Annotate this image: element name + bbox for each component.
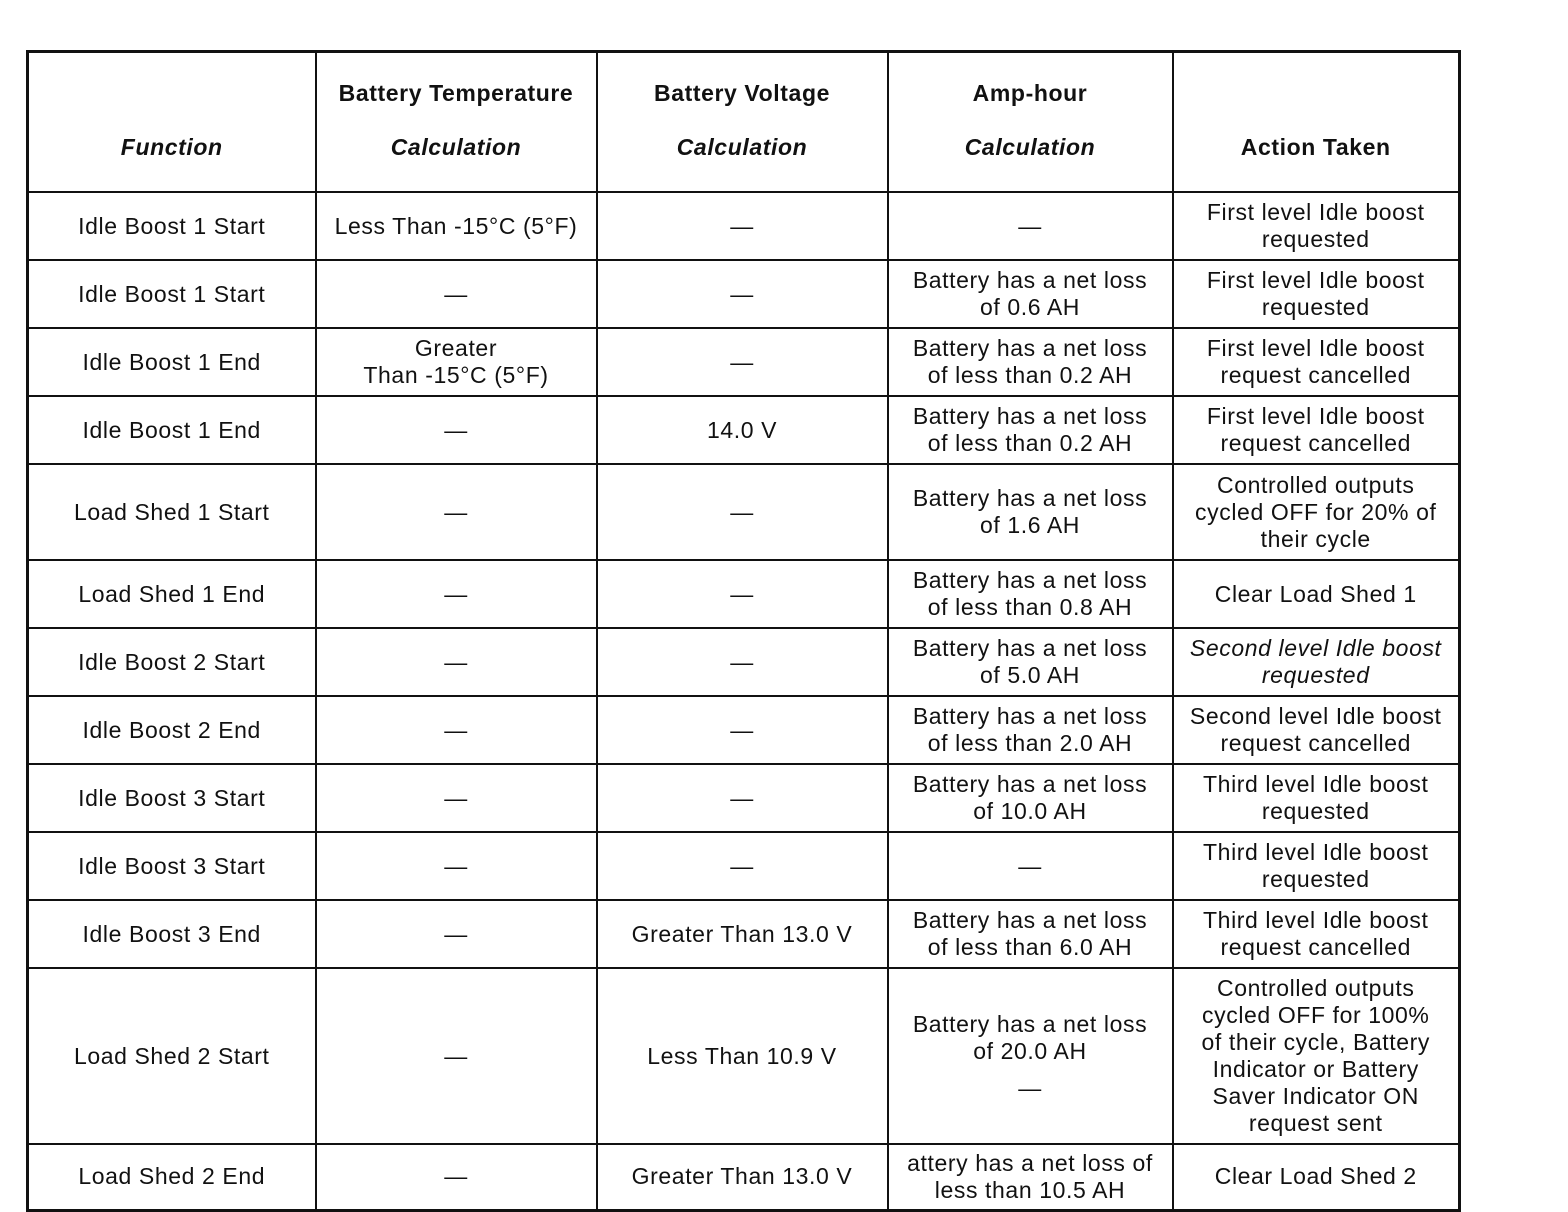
cell-temperature: — (316, 628, 597, 696)
table-body (28, 192, 1460, 1210)
cell-amp-hour (888, 968, 1173, 1144)
cell-voltage: — (597, 832, 888, 900)
cell-temperature: — (316, 464, 597, 560)
cell-function: Idle Boost 1 End (28, 328, 316, 396)
cell-action: First level Idle boost requested (1173, 192, 1460, 260)
header-line1: Amp-hour (972, 80, 1088, 106)
cell-function: Idle Boost 1 End (28, 396, 316, 464)
cell-function: Load Shed 1 Start (28, 464, 316, 560)
column-header-voltage (597, 52, 888, 193)
column-header-amp-hour (888, 52, 1173, 193)
cell-voltage: — (597, 260, 888, 328)
amp-hour-text: Battery has a net loss of 20.0 AH (912, 1010, 1148, 1064)
cell-voltage: — (597, 560, 888, 628)
table-row (28, 968, 1460, 1144)
cell-function: Load Shed 1 End (28, 560, 316, 628)
cell-amp-hour: Battery has a net loss of 10.0 AH (888, 764, 1173, 832)
cell-function: Load Shed 2 End (28, 1144, 316, 1210)
cell-action: Clear Load Shed 2 (1173, 1144, 1460, 1210)
table-row (28, 260, 1460, 328)
cell-amp-hour: Battery has a net loss of 5.0 AH (888, 628, 1173, 696)
cell-action: First level Idle boost request cancelled (1173, 328, 1460, 396)
cell-function: Idle Boost 2 End (28, 696, 316, 764)
cell-amp-hour: Battery has a net loss of 0.6 AH (888, 260, 1173, 328)
column-header-action (1173, 52, 1460, 193)
table-row (28, 192, 1460, 260)
cell-function: Idle Boost 1 Start (28, 192, 316, 260)
header-line2: Calculation (390, 134, 522, 160)
cell-voltage: — (597, 328, 888, 396)
column-header-temperature (316, 52, 597, 193)
cell-temperature: — (316, 968, 597, 1144)
cell-voltage: Less Than 10.9 V (597, 968, 888, 1144)
cell-temperature: Greater Than -15°C (5°F) (316, 328, 597, 396)
cell-voltage: — (597, 464, 888, 560)
cell-function: Idle Boost 2 Start (28, 628, 316, 696)
cell-amp-hour: — (888, 832, 1173, 900)
cell-amp-hour: Battery has a net loss of less than 0.2 AH (888, 328, 1173, 396)
cell-temperature: — (316, 764, 597, 832)
cell-voltage: 14.0 V (597, 396, 888, 464)
table-row (28, 900, 1460, 968)
cell-voltage: — (597, 628, 888, 696)
table-row (28, 628, 1460, 696)
cell-function: Idle Boost 3 Start (28, 764, 316, 832)
cell-function: Load Shed 2 Start (28, 968, 316, 1144)
cell-amp-hour: Battery has a net loss of less than 6.0 AH (888, 900, 1173, 968)
amp-hour-dash: — (1018, 1074, 1042, 1101)
header-line1: Battery Temperature (338, 80, 574, 106)
cell-function: Idle Boost 3 Start (28, 832, 316, 900)
cell-action: Clear Load Shed 1 (1173, 560, 1460, 628)
cell-amp-hour: Battery has a net loss of less than 2.0 AH (888, 696, 1173, 764)
cell-temperature: — (316, 832, 597, 900)
cell-voltage: — (597, 696, 888, 764)
cell-temperature: — (316, 396, 597, 464)
cell-function: Idle Boost 3 End (28, 900, 316, 968)
table-row (28, 560, 1460, 628)
column-header-function (28, 52, 316, 193)
table-row (28, 764, 1460, 832)
table-row (28, 696, 1460, 764)
cell-temperature: — (316, 900, 597, 968)
header-line2: Action Taken (1240, 134, 1391, 160)
cell-voltage: Greater Than 13.0 V (597, 1144, 888, 1210)
cell-action: Controlled outputs cycled OFF for 100% of their cycle, Battery Indicator or Battery Saver Indicator ON request sent (1173, 968, 1460, 1144)
cell-amp-hour: attery has a net loss of less than 10.5 AH (888, 1144, 1173, 1210)
cell-temperature: Less Than -15°C (5°F) (316, 192, 597, 260)
cell-amp-hour: — (888, 192, 1173, 260)
cell-action: Third level Idle boost requested (1173, 832, 1460, 900)
table-header (28, 52, 1460, 193)
cell-action: First level Idle boost requested (1173, 260, 1460, 328)
cell-amp-hour: Battery has a net loss of less than 0.2 AH (888, 396, 1173, 464)
cell-temperature: — (316, 1144, 597, 1210)
table-row (28, 832, 1460, 900)
cell-amp-hour: Battery has a net loss of 1.6 AH (888, 464, 1173, 560)
cell-voltage: Greater Than 13.0 V (597, 900, 888, 968)
table-row (28, 464, 1460, 560)
table-row (28, 328, 1460, 396)
cell-action: Second level Idle boost requested (1173, 628, 1460, 696)
cell-temperature: — (316, 260, 597, 328)
table-row (28, 1144, 1460, 1210)
header-line2: Calculation (964, 134, 1096, 160)
cell-temperature: — (316, 696, 597, 764)
table-row (28, 396, 1460, 464)
cell-action: Third level Idle boost request cancelled (1173, 900, 1460, 968)
cell-action: Controlled outputs cycled OFF for 20% of their cycle (1173, 464, 1460, 560)
cell-temperature: — (316, 560, 597, 628)
battery-function-table (26, 50, 1461, 1212)
cell-action: Second level Idle boost request cancelled (1173, 696, 1460, 764)
header-line2: Calculation (676, 134, 808, 160)
cell-action: Third level Idle boost requested (1173, 764, 1460, 832)
cell-action: First level Idle boost request cancelled (1173, 396, 1460, 464)
header-line2: Function (120, 134, 223, 160)
header-line1: Battery Voltage (653, 80, 830, 106)
cell-amp-hour: Battery has a net loss of less than 0.8 AH (888, 560, 1173, 628)
cell-voltage: — (597, 192, 888, 260)
cell-voltage: — (597, 764, 888, 832)
cell-function: Idle Boost 1 Start (28, 260, 316, 328)
header-row (28, 52, 1460, 193)
